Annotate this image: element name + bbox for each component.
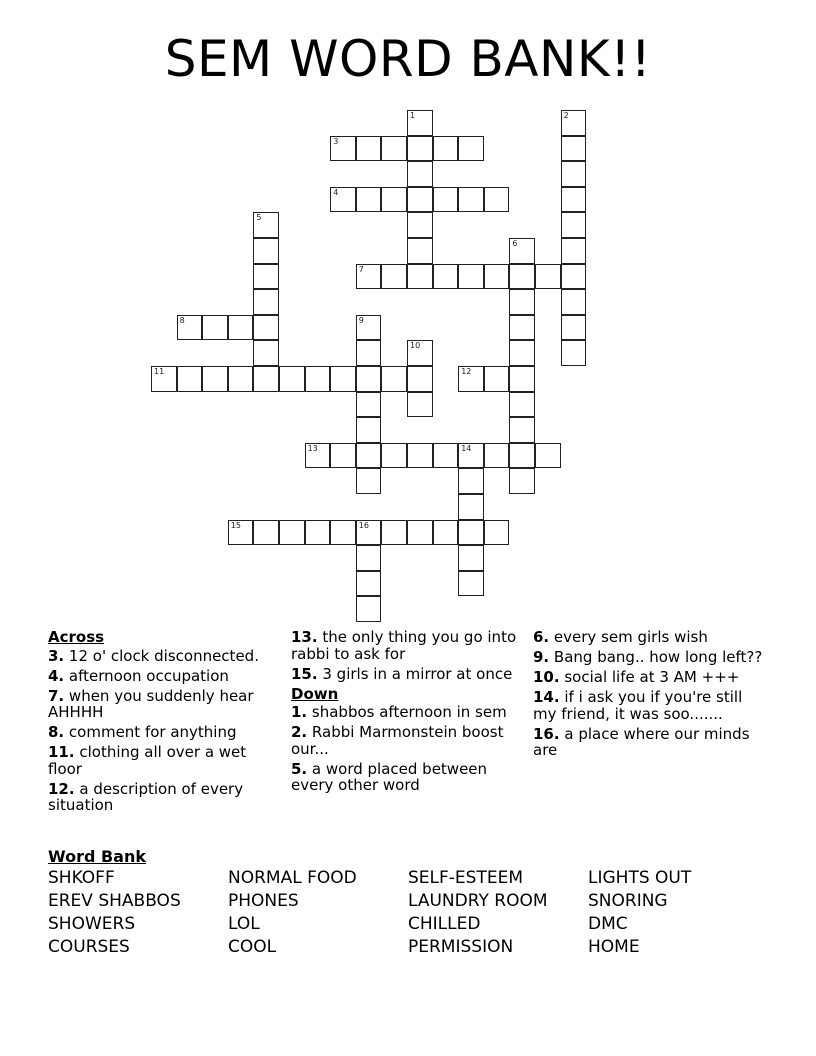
- crossword-cell[interactable]: [433, 443, 459, 469]
- crossword-cell[interactable]: [561, 289, 587, 315]
- crossword-cell[interactable]: [561, 340, 587, 366]
- crossword-cell[interactable]: [509, 468, 535, 494]
- crossword-cell[interactable]: [177, 366, 203, 392]
- crossword-cell[interactable]: [356, 315, 382, 341]
- clue-down-5: 5. a word placed between every other word: [291, 759, 488, 794]
- clue-down-16: 16. a place where our minds are: [533, 724, 750, 759]
- crossword-cell[interactable]: [509, 315, 535, 341]
- crossword-cell[interactable]: [407, 110, 433, 136]
- clues-column-2: [291, 629, 526, 797]
- clue-across-8: 8. comment for anything: [48, 723, 237, 741]
- crossword-cell[interactable]: [407, 136, 433, 162]
- crossword-cell[interactable]: [484, 520, 510, 546]
- crossword-cell[interactable]: [535, 443, 561, 469]
- crossword-cell[interactable]: [228, 520, 254, 546]
- word-bank-item: EREV SHABBOS: [48, 891, 181, 911]
- crossword-cell[interactable]: [561, 315, 587, 341]
- crossword-cell[interactable]: [253, 366, 279, 392]
- crossword-cell[interactable]: [356, 596, 382, 622]
- crossword-cell[interactable]: [253, 238, 279, 264]
- clue-across-7: 7. when you suddenly hear AHHHH: [48, 686, 254, 721]
- clue-number: 6: [512, 239, 518, 248]
- clues-column-3: [533, 629, 768, 762]
- crossword-cell[interactable]: [228, 315, 254, 341]
- crossword-cell[interactable]: [381, 520, 407, 546]
- clue-down-10: 10. social life at 3 AM +++: [533, 668, 740, 686]
- crossword-cell[interactable]: [356, 417, 382, 443]
- crossword-cell[interactable]: [253, 264, 279, 290]
- crossword-cell[interactable]: [458, 443, 484, 469]
- crossword-cell[interactable]: [561, 264, 587, 290]
- word-bank-item: SNORING: [588, 891, 668, 911]
- crossword-cell[interactable]: [458, 571, 484, 597]
- crossword-cell[interactable]: [356, 187, 382, 213]
- crossword-cell[interactable]: [535, 264, 561, 290]
- crossword-cell[interactable]: [509, 417, 535, 443]
- clue-number: 11: [154, 367, 165, 376]
- crossword-cell[interactable]: [356, 366, 382, 392]
- crossword-cell[interactable]: [279, 520, 305, 546]
- clue-number: 14: [461, 443, 472, 453]
- crossword-cell[interactable]: [407, 520, 433, 546]
- crossword-cell[interactable]: [407, 161, 433, 187]
- word-bank-item: SHKOFF: [48, 868, 115, 888]
- clue-number: 10: [410, 341, 421, 351]
- crossword-cell[interactable]: [407, 264, 433, 290]
- crossword-cell[interactable]: [407, 392, 433, 418]
- clue-number: 3: [333, 136, 339, 146]
- word-bank-item: DMC: [588, 914, 628, 934]
- clue-down-2: 2. Rabbi Marmonstein boost our...: [291, 723, 504, 758]
- crossword-cell[interactable]: [279, 366, 305, 392]
- clue-number: 2: [563, 111, 569, 120]
- word-bank-item: PHONES: [228, 891, 299, 911]
- word-bank-item: SHOWERS: [48, 914, 136, 934]
- word-bank-item: SELF-ESTEEM: [408, 868, 523, 888]
- crossword-cell[interactable]: [561, 136, 587, 162]
- crossword-cell[interactable]: [458, 136, 484, 162]
- crossword-cell[interactable]: [356, 340, 382, 366]
- crossword-cell[interactable]: [433, 187, 459, 213]
- clue-down-9: 9. Bang bang.. how long left??: [533, 648, 763, 666]
- clue-number: 7: [358, 264, 364, 274]
- crossword-cell[interactable]: [356, 468, 382, 494]
- word-bank-item: LIGHTS OUT: [588, 868, 692, 888]
- word-bank-item: CHILLED: [408, 914, 481, 934]
- clue-across-11: 11. clothing all over a wet floor: [48, 743, 247, 778]
- crossword-cell[interactable]: [356, 571, 382, 597]
- clue-number: 4: [333, 187, 339, 197]
- page-title: SEM WORD BANK!!: [164, 30, 652, 88]
- crossword-cell[interactable]: [509, 366, 535, 392]
- clue-number: 12: [461, 367, 472, 376]
- word-bank-item: NORMAL FOOD: [228, 868, 357, 888]
- word-bank-item: COOL: [228, 937, 277, 957]
- clue-number: 15: [230, 520, 241, 530]
- word-bank: [48, 847, 768, 958]
- word-bank-list: [48, 868, 768, 958]
- crossword-cell[interactable]: [305, 366, 331, 392]
- crossword-cell[interactable]: [202, 366, 228, 392]
- crossword-cell[interactable]: [484, 366, 510, 392]
- crossword-cell[interactable]: [407, 187, 433, 213]
- crossword-cell[interactable]: [433, 136, 459, 162]
- crossword-cell[interactable]: [509, 392, 535, 418]
- crossword-cell[interactable]: [356, 520, 382, 546]
- crossword-cell[interactable]: [330, 136, 356, 162]
- crossword-cell[interactable]: [253, 212, 279, 238]
- crossword-cell[interactable]: [509, 264, 535, 290]
- crossword-cell[interactable]: [228, 366, 254, 392]
- crossword-cell[interactable]: [356, 264, 382, 290]
- crossword-cell[interactable]: [509, 340, 535, 366]
- crossword-cell[interactable]: [458, 468, 484, 494]
- crossword-cell[interactable]: [561, 110, 587, 136]
- crossword-cell[interactable]: [407, 340, 433, 366]
- crossword-cell[interactable]: [407, 443, 433, 469]
- crossword-cell[interactable]: [253, 289, 279, 315]
- word-bank-heading: Word Bank: [48, 847, 147, 866]
- crossword-cell[interactable]: [356, 136, 382, 162]
- crossword-cell[interactable]: [253, 315, 279, 341]
- word-bank-item: HOME: [588, 937, 640, 957]
- crossword-cell[interactable]: [509, 238, 535, 264]
- crossword-cell[interactable]: [381, 443, 407, 469]
- clue-down-6: 6. every sem girls wish: [533, 628, 708, 646]
- crossword-cell[interactable]: [356, 392, 382, 418]
- crossword-cell[interactable]: [356, 443, 382, 469]
- crossword-cell[interactable]: [330, 520, 356, 546]
- crossword-cell[interactable]: [458, 264, 484, 290]
- crossword-cell[interactable]: [330, 443, 356, 469]
- clue-number: 9: [358, 315, 364, 325]
- clue-across-3: 3. 12 o' clock disconnected.: [48, 646, 259, 665]
- clue-across-13: 13. the only thing you go into rabbi to ask for: [291, 628, 517, 663]
- crossword-grid: [151, 110, 587, 622]
- word-bank-item: PERMISSION: [408, 937, 514, 957]
- crossword-cell[interactable]: [151, 366, 177, 392]
- clue-across-4: 4. afternoon occupation: [48, 666, 229, 685]
- clue-number: 16: [358, 520, 369, 530]
- clue-number: 13: [307, 443, 318, 453]
- crossword-cell[interactable]: [509, 443, 535, 469]
- crossword-cell[interactable]: [561, 187, 587, 213]
- clue-number: 8: [179, 315, 185, 325]
- clue-number: 5: [256, 213, 262, 223]
- crossword-cell[interactable]: [484, 443, 510, 469]
- crossword-cell[interactable]: [561, 238, 587, 264]
- crossword-cell[interactable]: [330, 187, 356, 213]
- crossword-cell[interactable]: [458, 187, 484, 213]
- crossword-cell[interactable]: [407, 366, 433, 392]
- crossword-cell[interactable]: [433, 264, 459, 290]
- crossword-cell[interactable]: [177, 315, 203, 341]
- crossword-cell[interactable]: [484, 264, 510, 290]
- crossword-cell[interactable]: [561, 161, 587, 187]
- word-bank-item: COURSES: [48, 937, 130, 957]
- crossword-cell[interactable]: [356, 545, 382, 571]
- crossword-cell[interactable]: [407, 212, 433, 238]
- across-heading: Across: [48, 628, 105, 646]
- crossword-cell[interactable]: [305, 443, 331, 469]
- clue-down-1: 1. shabbos afternoon in sem: [291, 703, 507, 721]
- crossword-cell[interactable]: [253, 340, 279, 366]
- crossword-cell[interactable]: [202, 315, 228, 341]
- crossword-cell[interactable]: [381, 136, 407, 162]
- word-bank-item: LOL: [228, 914, 260, 934]
- crossword-cell[interactable]: [458, 545, 484, 571]
- crossword-cell[interactable]: [561, 212, 587, 238]
- crossword-cell[interactable]: [509, 289, 535, 315]
- crossword-cell[interactable]: [407, 238, 433, 264]
- crossword-cell[interactable]: [458, 494, 484, 520]
- down-heading: Down: [291, 684, 339, 703]
- crossword-cell[interactable]: [253, 520, 279, 546]
- crossword-cell[interactable]: [381, 264, 407, 290]
- crossword-cell[interactable]: [305, 520, 331, 546]
- crossword-cell[interactable]: [330, 366, 356, 392]
- clues-column-1: [48, 629, 278, 817]
- clue-down-14: 14. if i ask you if you're still my friend, it was soo.......: [533, 688, 743, 723]
- word-bank-item: LAUNDRY ROOM: [408, 891, 548, 911]
- clue-across-15: 15. 3 girls in a mirror at once: [291, 664, 513, 683]
- clue-across-12: 12. a description of every situation: [48, 779, 244, 814]
- crossword-cell[interactable]: [381, 187, 407, 213]
- crossword-cell[interactable]: [458, 366, 484, 392]
- crossword-cell[interactable]: [484, 187, 510, 213]
- crossword-cell[interactable]: [381, 366, 407, 392]
- crossword-cell[interactable]: [458, 520, 484, 546]
- crossword-cell[interactable]: [433, 520, 459, 546]
- clue-number: 1: [410, 111, 416, 120]
